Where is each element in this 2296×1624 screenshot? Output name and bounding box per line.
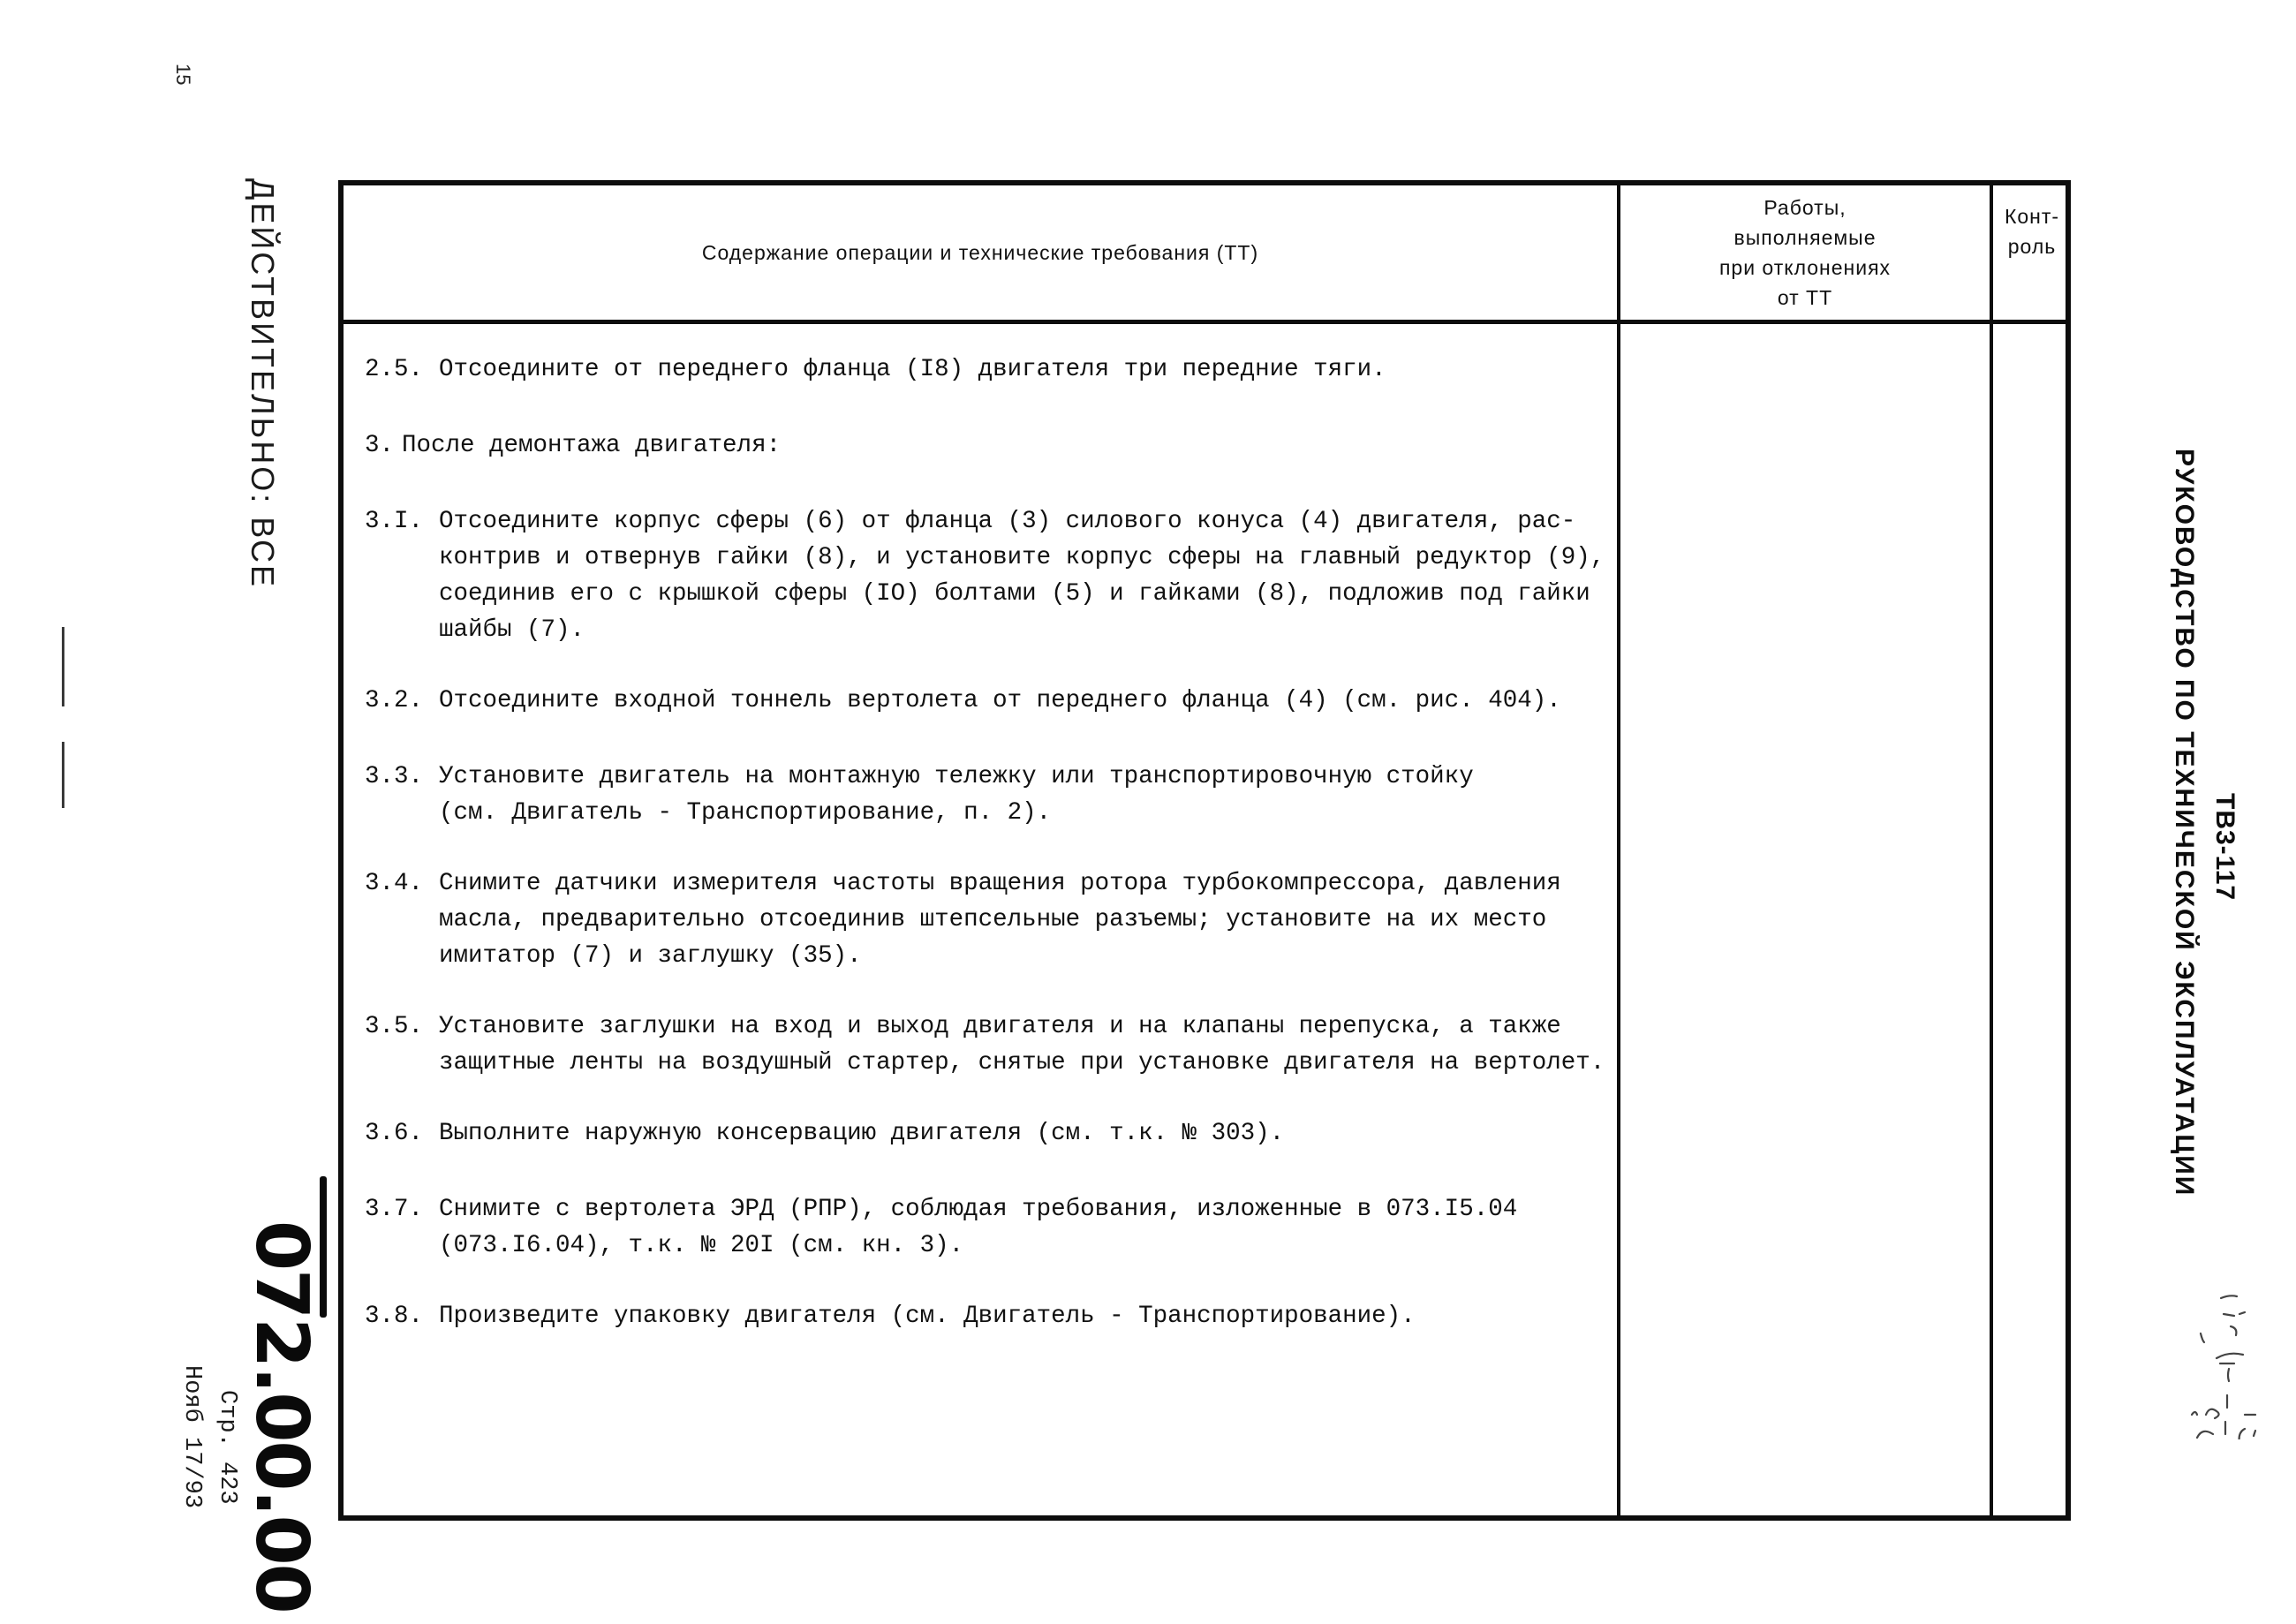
page-number: Стр. 423 <box>214 1390 240 1505</box>
item-text: (073.I6.04), т.к. № 20I (см. кн. 3). <box>439 1232 964 1259</box>
item-number: 3.3. <box>365 763 424 790</box>
item-text: Снимите датчики измерителя частоты вращения ротора турбокомпрессора, давления <box>439 870 1561 897</box>
header-deviation-work <box>1620 185 1990 320</box>
column-divider <box>1990 185 1993 1515</box>
operation-item <box>365 503 1610 648</box>
header-control-line: Конт- <box>2004 205 2060 228</box>
header-deviation-line: выполняемые <box>1733 226 1877 249</box>
operation-item <box>365 1008 1610 1081</box>
item-number: 3.8. <box>365 1303 424 1330</box>
operation-item <box>365 1115 1610 1152</box>
item-text: Отсоедините от переднего фланца (I8) двигателя три передние тяги. <box>439 356 1386 383</box>
header-deviation-line: при отклонениях <box>1718 256 1892 279</box>
header-rule <box>344 320 2066 324</box>
item-text: шайбы (7). <box>439 616 585 644</box>
item-text: После демонтажа двигателя: <box>402 432 782 459</box>
item-number: 2.5. <box>365 356 424 383</box>
header-deviation-line: от ТТ <box>1777 286 1833 309</box>
item-text: имитатор (7) и заглушку (35). <box>439 942 862 970</box>
item-text: Отсоедините корпус сферы (6) от фланца (3) силового конуса (4) двигателя, рас- <box>439 508 1576 535</box>
corner-page-mark: 15 <box>172 64 194 86</box>
item-number: 3.2. <box>365 687 424 714</box>
operation-section-heading <box>365 427 1610 464</box>
item-number: 3.I. <box>365 508 424 535</box>
item-text: защитные ленты на воздушный стартер, снятые при установке двигателя на вертолет. <box>439 1049 1605 1076</box>
engine-model: ТВ3-117 <box>2210 793 2239 902</box>
operation-item <box>365 351 1610 388</box>
operation-item <box>365 865 1610 974</box>
item-text: Отсоедините входной тоннель вертолета от переднего фланца (4) (см. рис. 404). <box>439 687 1561 714</box>
manual-title: РУКОВОДСТВО ПО ТЕХНИЧЕСКОЙ ЭКСПЛУАТАЦИИ <box>2170 449 2199 1197</box>
doc-code: 072.00.00 <box>239 1220 323 1613</box>
item-text: Выполните наружную консервацию двигателя (см. т.к. № 303). <box>439 1120 1285 1147</box>
item-number: 3.4. <box>365 870 424 897</box>
item-text: контрив и отвернув гайки (8), и установите корпус сферы на главный редуктор (9), <box>439 544 1605 571</box>
header-control-line: роль <box>2007 235 2057 258</box>
operation-item <box>365 683 1610 719</box>
operation-item <box>365 1191 1610 1264</box>
validity-note: ДЕЙСТВИТЕЛЬНО: ВСЕ <box>245 178 281 590</box>
header-content-requirements: Содержание операции и технические требования (ТТ) <box>701 240 1259 264</box>
operation-item <box>365 759 1610 831</box>
revision-date: Нояб 17/93 <box>178 1365 205 1509</box>
handwritten-annotation-icon <box>2181 1263 2278 1439</box>
scan-edge-mark <box>62 742 64 808</box>
header-control <box>1993 185 2071 320</box>
item-number: 3.7. <box>365 1196 424 1223</box>
item-number: 3. <box>365 432 395 459</box>
column-divider <box>1617 185 1620 1515</box>
item-number: 3.5. <box>365 1013 424 1040</box>
item-text: Произведите упаковку двигателя (см. Двигатель - Транспортирование). <box>439 1303 1416 1330</box>
operations-content <box>365 351 1610 1374</box>
item-text: соединив его с крышкой сферы (IO) болтами (5) и гайками (8), подложив под гайки <box>439 580 1590 608</box>
item-text: Установите двигатель на монтажную тележку или транспортировочную стойку <box>439 763 1474 790</box>
header-deviation-line: Работы, <box>1764 196 1847 219</box>
operations-table <box>338 180 2071 1521</box>
item-text: масла, предварительно отсоединив штепсельные разъемы; установите на их место <box>439 906 1547 933</box>
item-text: Установите заглушки на вход и выход двигателя и на клапаны перепуска, а также <box>439 1013 1561 1040</box>
item-number: 3.6. <box>365 1120 424 1147</box>
operation-item <box>365 1298 1610 1334</box>
scan-edge-mark <box>62 627 64 706</box>
item-text: Снимите с вертолета ЭРД (РПР), соблюдая требования, изложенные в 073.I5.04 <box>439 1196 1518 1223</box>
item-text: (см. Двигатель - Транспортирование, п. 2). <box>439 799 1052 827</box>
